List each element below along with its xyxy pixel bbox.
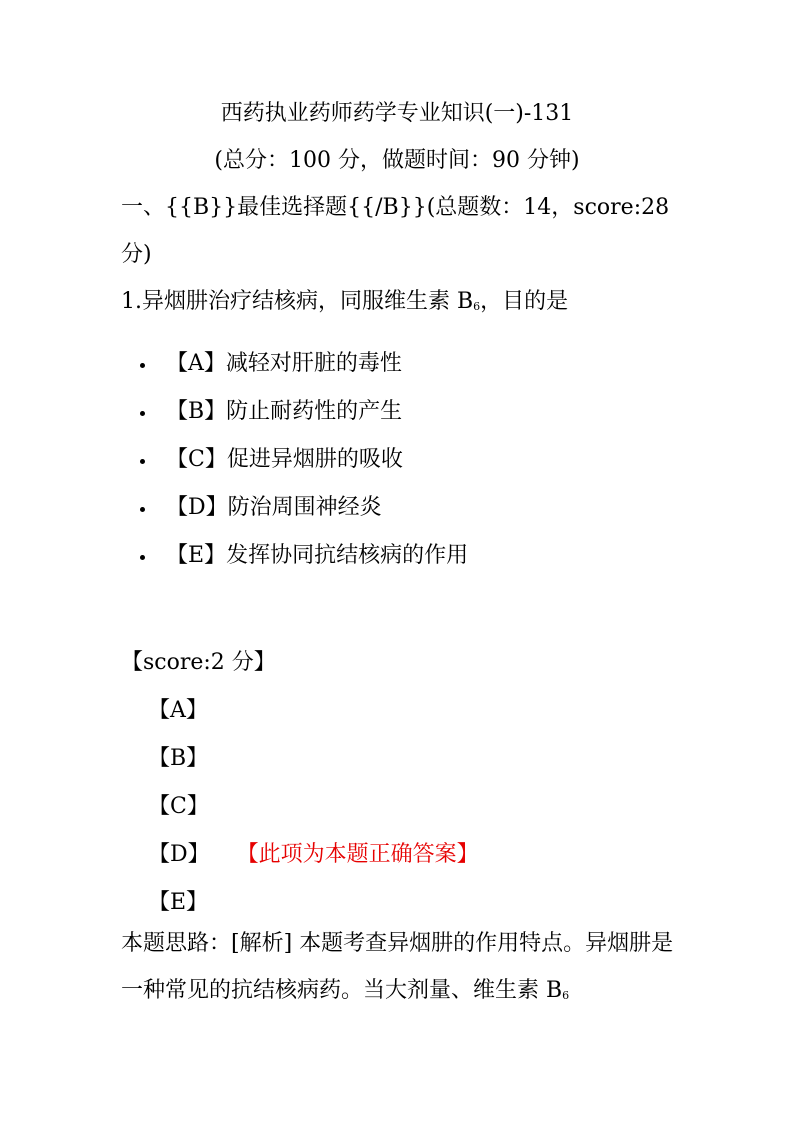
option-text: 发挥协同抗结核病的作用 — [226, 543, 469, 568]
question-stem — [121, 278, 677, 326]
question-text-before: 异烟肼治疗结核病，同服维生素 B — [142, 289, 474, 314]
option-label: 【A】 — [166, 351, 226, 376]
answer-label: 【E】 — [148, 890, 209, 915]
correct-answer-marker: 【此项为本题正确答案】 — [247, 842, 479, 867]
option-a — [140, 340, 468, 388]
option-c — [140, 436, 468, 484]
document-title: 西药执业药师药学专业知识(一)-131 — [220, 101, 574, 126]
question-text-after: ，目的是 — [480, 289, 569, 314]
option-label: 【B】 — [166, 399, 227, 424]
bullet-icon — [140, 459, 145, 464]
bullet-icon — [140, 555, 145, 560]
score-label: 【score:2 分】 — [121, 650, 276, 675]
answer-label: 【A】 — [148, 698, 208, 723]
option-text: 减轻对肝脏的毒性 — [225, 351, 402, 376]
analysis-text — [121, 920, 677, 1014]
answer-label: 【D】 — [148, 842, 210, 867]
answer-row-d — [148, 831, 479, 879]
option-label: 【C】 — [166, 447, 227, 472]
option-d — [140, 484, 468, 532]
answer-row-b — [148, 735, 479, 783]
answer-label: 【C】 — [148, 794, 209, 819]
document-subtitle: (总分：100 分，做题时间：90 分钟) — [214, 148, 580, 173]
section-heading: 一、{{B}}最佳选择题{{/B}}(总题数：14，score:28 分) — [121, 195, 670, 267]
question-number: 1. — [121, 289, 142, 314]
bullet-icon — [140, 363, 145, 368]
option-list — [140, 340, 468, 580]
option-text: 促进异烟肼的吸收 — [226, 447, 403, 472]
option-b — [140, 388, 468, 436]
answer-label: 【B】 — [148, 746, 209, 771]
option-label: 【D】 — [166, 495, 228, 520]
bullet-icon — [140, 411, 145, 416]
question-subscript: 6 — [473, 300, 481, 313]
bullet-icon — [140, 507, 145, 512]
answer-row-a — [148, 687, 479, 735]
option-text: 防止耐药性的产生 — [226, 399, 403, 424]
analysis-subscript: 6 — [562, 989, 570, 1002]
answer-row-c — [148, 783, 479, 831]
option-label: 【E】 — [166, 543, 227, 568]
option-text: 防治周围神经炎 — [227, 495, 382, 520]
option-e — [140, 532, 468, 580]
answer-key — [148, 687, 479, 927]
analysis-body: 本题思路：[解析] 本题考查异烟肼的作用特点。异烟肼是一种常见的抗结核病药。当大剂量、维生素 B — [121, 931, 674, 1003]
